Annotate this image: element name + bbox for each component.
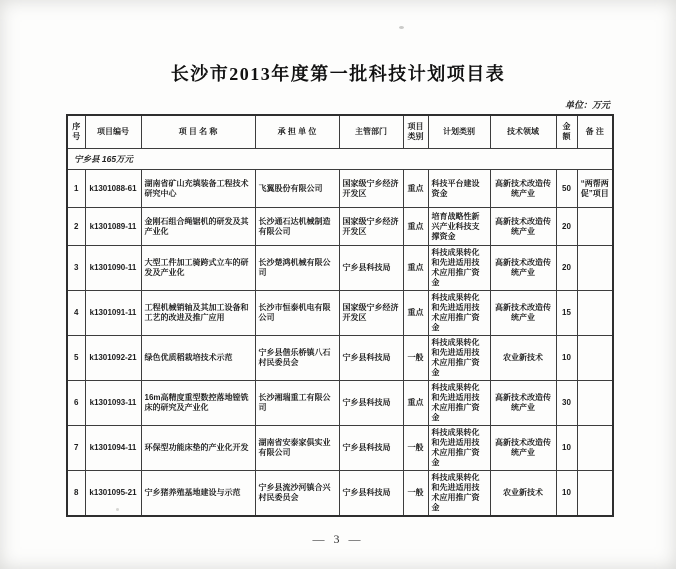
cell-tech-field: 高新技术改造传统产业 (490, 246, 556, 291)
table-row (67, 291, 613, 336)
table-body (67, 149, 613, 517)
cell-tech-field: 高新技术改造传统产业 (490, 381, 556, 426)
cell-remarks: “两帮两促”项目 (577, 170, 613, 208)
cell-undertaking-unit: 长沙湘瑞重工有限公司 (255, 381, 339, 426)
header-supervising-dept: 主管部门 (339, 115, 403, 149)
cell-tech-field: 高新技术改造传统产业 (490, 170, 556, 208)
cell-seq: 7 (67, 426, 85, 471)
header-amount: 金额 (556, 115, 577, 149)
cell-seq: 8 (67, 471, 85, 517)
cell-plan-category: 科技成果转化和先进适用技术应用推广资金 (428, 291, 490, 336)
cell-project-category: 一般 (403, 336, 428, 381)
cell-supervising-dept: 国家级宁乡经济开发区 (339, 170, 403, 208)
cell-project-category: 重点 (403, 291, 428, 336)
group-row-label: 宁乡县 165万元 (67, 149, 613, 170)
scan-speck (116, 508, 119, 511)
cell-undertaking-unit: 长沙市恒泰机电有限公司 (255, 291, 339, 336)
table-header-row (67, 115, 613, 149)
header-project-code: 项目编号 (85, 115, 141, 149)
document-body (66, 98, 612, 517)
cell-supervising-dept: 宁乡县科技局 (339, 426, 403, 471)
cell-amount: 30 (556, 381, 577, 426)
project-table (66, 114, 614, 517)
cell-remarks (577, 246, 613, 291)
cell-tech-field: 农业新技术 (490, 471, 556, 517)
cell-remarks (577, 471, 613, 517)
unit-note: 单位：万元 (564, 100, 610, 110)
cell-supervising-dept: 宁乡县科技局 (339, 246, 403, 291)
header-seq: 序号 (67, 115, 85, 149)
cell-project-name: 环保型功能床垫的产业化开发 (141, 426, 255, 471)
cell-amount: 10 (556, 336, 577, 381)
cell-plan-category: 科技成果转化和先进适用技术应用推广资金 (428, 246, 490, 291)
cell-project-category: 重点 (403, 208, 428, 246)
cell-project-name: 宁乡猪养殖基地建设与示范 (141, 471, 255, 517)
cell-project-code: k1301095-21 (85, 471, 141, 517)
cell-remarks (577, 336, 613, 381)
cell-remarks (577, 291, 613, 336)
cell-seq: 1 (67, 170, 85, 208)
cell-undertaking-unit: 宁乡县流沙河镇合兴村民委员会 (255, 471, 339, 517)
table-row (67, 246, 613, 291)
header-project-name: 项 目 名 称 (141, 115, 255, 149)
cell-remarks (577, 426, 613, 471)
table-row (67, 381, 613, 426)
cell-plan-category: 科技成果转化和先进适用技术应用推广资金 (428, 381, 490, 426)
cell-project-code: k1301092-21 (85, 336, 141, 381)
table-row (67, 471, 613, 517)
cell-project-category: 一般 (403, 426, 428, 471)
page-title: 长沙市2013年度第一批科技计划项目表 (170, 64, 506, 84)
cell-project-name: 工程机械销轴及其加工设备和工艺的改进及推广应用 (141, 291, 255, 336)
table-row (67, 426, 613, 471)
cell-tech-field: 高新技术改造传统产业 (490, 291, 556, 336)
cell-undertaking-unit: 宁乡县偕乐桥镇八石村民委员会 (255, 336, 339, 381)
cell-undertaking-unit: 长沙通石达机械制造有限公司 (255, 208, 339, 246)
header-tech-field: 技术领域 (490, 115, 556, 149)
cell-amount: 20 (556, 208, 577, 246)
cell-undertaking-unit: 长沙楚鸿机械有限公司 (255, 246, 339, 291)
header-project-category: 项目类别 (403, 115, 428, 149)
cell-undertaking-unit: 湖南省安泰家俱实业有限公司 (255, 426, 339, 471)
header-undertaking-unit: 承 担 单 位 (255, 115, 339, 149)
cell-plan-category: 科技平台建设资金 (428, 170, 490, 208)
cell-tech-field: 高新技术改造传统产业 (490, 208, 556, 246)
table-row (67, 170, 613, 208)
cell-project-category: 重点 (403, 246, 428, 291)
cell-supervising-dept: 国家级宁乡经济开发区 (339, 208, 403, 246)
cell-supervising-dept: 宁乡县科技局 (339, 336, 403, 381)
cell-project-name: 湖南省矿山充填装备工程技术研究中心 (141, 170, 255, 208)
cell-supervising-dept: 宁乡县科技局 (339, 471, 403, 517)
table-row (67, 208, 613, 246)
cell-project-code: k1301093-11 (85, 381, 141, 426)
cell-project-code: k1301088-61 (85, 170, 141, 208)
cell-plan-category: 培育战略性新兴产业科技支撑资金 (428, 208, 490, 246)
cell-plan-category: 科技成果转化和先进适用技术应用推广资金 (428, 471, 490, 517)
cell-project-name: 大型工件加工骑跨式立车的研发及产业化 (141, 246, 255, 291)
cell-project-name: 16m高精度重型数控落地镗铣床的研究及产业化 (141, 381, 255, 426)
cell-amount: 20 (556, 246, 577, 291)
cell-project-name: 金刚石组合绳锯机的研发及其产业化 (141, 208, 255, 246)
cell-plan-category: 科技成果转化和先进适用技术应用推广资金 (428, 426, 490, 471)
cell-plan-category: 科技成果转化和先进适用技术应用推广资金 (428, 336, 490, 381)
cell-tech-field: 农业新技术 (490, 336, 556, 381)
page-number: — 3 — (312, 532, 364, 546)
scan-speck (399, 26, 404, 29)
header-remarks: 备 注 (577, 115, 613, 149)
cell-supervising-dept: 宁乡县科技局 (339, 381, 403, 426)
cell-project-category: 重点 (403, 381, 428, 426)
cell-supervising-dept: 国家级宁乡经济开发区 (339, 291, 403, 336)
cell-seq: 2 (67, 208, 85, 246)
cell-seq: 6 (67, 381, 85, 426)
cell-amount: 50 (556, 170, 577, 208)
cell-project-name: 绿色优质稻栽培技术示范 (141, 336, 255, 381)
cell-seq: 4 (67, 291, 85, 336)
cell-seq: 3 (67, 246, 85, 291)
cell-remarks (577, 381, 613, 426)
table-row (67, 336, 613, 381)
cell-project-category: 重点 (403, 170, 428, 208)
cell-project-code: k1301089-11 (85, 208, 141, 246)
cell-amount: 10 (556, 471, 577, 517)
cell-amount: 10 (556, 426, 577, 471)
cell-seq: 5 (67, 336, 85, 381)
cell-amount: 15 (556, 291, 577, 336)
group-row-ningxiang (67, 149, 613, 170)
cell-tech-field: 高新技术改造传统产业 (490, 426, 556, 471)
cell-project-category: 一般 (403, 471, 428, 517)
header-plan-category: 计划类别 (428, 115, 490, 149)
cell-project-code: k1301094-11 (85, 426, 141, 471)
cell-remarks (577, 208, 613, 246)
cell-undertaking-unit: 飞翼股份有限公司 (255, 170, 339, 208)
cell-project-code: k1301090-11 (85, 246, 141, 291)
cell-project-code: k1301091-11 (85, 291, 141, 336)
